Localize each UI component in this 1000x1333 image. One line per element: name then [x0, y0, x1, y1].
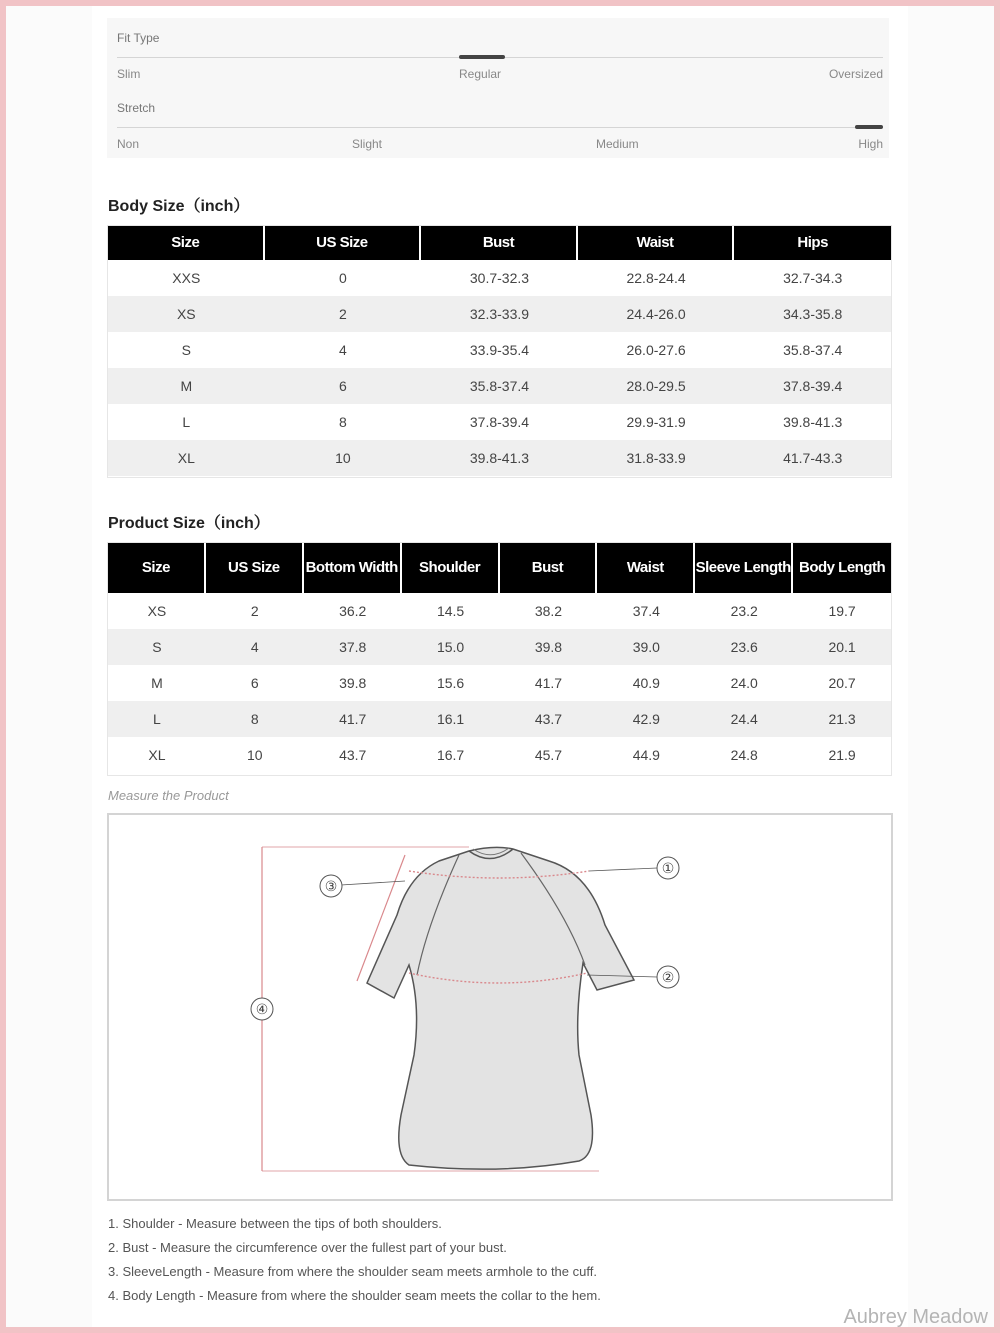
fit-type-marker [459, 55, 505, 59]
body-size-body [108, 260, 891, 476]
table-cell: 24.4-26.0 [578, 296, 735, 332]
marker-3: ③ [324, 879, 338, 895]
product-size-body [108, 593, 891, 773]
table-cell: XS [108, 296, 265, 332]
stretch-option-medium: Medium [596, 137, 639, 151]
header-cell: Bust [500, 543, 598, 593]
table-cell: 39.8-41.3 [421, 440, 578, 476]
table-cell: S [108, 332, 265, 368]
table-cell: 45.7 [500, 737, 598, 773]
table-cell: 16.7 [402, 737, 500, 773]
stretch-option-high: High [858, 137, 883, 151]
fit-option-oversized: Oversized [828, 67, 883, 81]
table-cell: 10 [265, 440, 422, 476]
stretch-option-slight: Slight [352, 137, 383, 151]
table-cell: 28.0-29.5 [578, 368, 735, 404]
stretch-label: Stretch [117, 101, 156, 115]
table-cell: 37.8 [304, 629, 402, 665]
tshirt-diagram-svg [109, 815, 891, 1199]
table-cell: 43.7 [500, 701, 598, 737]
table-row [108, 701, 891, 737]
table-row [108, 368, 891, 404]
measure-caption: Measure the Product [108, 788, 229, 803]
marker-2: ② [661, 970, 675, 986]
table-cell: 39.8-41.3 [734, 404, 891, 440]
table-cell: 10 [206, 737, 304, 773]
table-cell: 15.0 [402, 629, 500, 665]
table-cell: 39.0 [597, 629, 695, 665]
table-cell: XXS [108, 260, 265, 296]
table-cell: 40.9 [597, 665, 695, 701]
table-cell: XS [108, 593, 206, 629]
table-cell: 42.9 [597, 701, 695, 737]
product-size-title: Product Size（inch） [108, 515, 270, 532]
header-cell: US Size [206, 543, 304, 593]
table-cell: 19.7 [793, 593, 891, 629]
measure-notes [108, 1212, 601, 1308]
table-cell: 35.8-37.4 [734, 332, 891, 368]
table-cell: 34.3-35.8 [734, 296, 891, 332]
table-cell: L [108, 701, 206, 737]
table-cell: 15.6 [402, 665, 500, 701]
table-cell: XL [108, 440, 265, 476]
table-cell: 38.2 [500, 593, 598, 629]
table-cell: XL [108, 737, 206, 773]
marker-4: ④ [255, 1002, 269, 1018]
table-cell: 29.9-31.9 [578, 404, 735, 440]
header-cell: Body Length [793, 543, 891, 593]
product-size-table [108, 543, 891, 773]
sleeve-callout-line [341, 881, 405, 885]
body-size-table [108, 226, 891, 476]
table-cell: 33.9-35.4 [421, 332, 578, 368]
table-cell: 31.8-33.9 [578, 440, 735, 476]
table-cell: 4 [206, 629, 304, 665]
header-cell: Size [108, 543, 206, 593]
table-cell: 21.9 [793, 737, 891, 773]
table-cell: 41.7 [500, 665, 598, 701]
table-cell: 26.0-27.6 [578, 332, 735, 368]
header-cell: Size [108, 226, 265, 260]
note-sleeve-length: 3. SleeveLength - Measure from where the shoulder seam meets armhole to the cuff. [108, 1264, 597, 1279]
table-cell: 20.1 [793, 629, 891, 665]
table-cell: 32.3-33.9 [421, 296, 578, 332]
table-cell: 32.7-34.3 [734, 260, 891, 296]
stretch-marker [855, 125, 883, 129]
tshirt-shape [367, 847, 634, 1169]
table-row [108, 332, 891, 368]
header-cell: Bust [421, 226, 578, 260]
header-cell: Bottom Width [304, 543, 402, 593]
table-cell: 20.7 [793, 665, 891, 701]
table-cell: 6 [265, 368, 422, 404]
table-cell: 37.4 [597, 593, 695, 629]
table-cell: 6 [206, 665, 304, 701]
header-cell: Hips [734, 226, 891, 260]
header-cell: Sleeve Length [695, 543, 793, 593]
table-row [108, 629, 891, 665]
table-row [108, 260, 891, 296]
header-cell: Waist [597, 543, 695, 593]
fit-option-regular: Regular [459, 67, 502, 81]
table-cell: 21.3 [793, 701, 891, 737]
note-body-length: 4. Body Length - Measure from where the shoulder seam meets the collar to the hem. [108, 1288, 601, 1303]
table-cell: L [108, 404, 265, 440]
watermark: Aubrey Meadow [843, 1306, 988, 1328]
table-cell: 23.6 [695, 629, 793, 665]
table-cell: 16.1 [402, 701, 500, 737]
table-row [108, 440, 891, 476]
stretch-option-non: Non [117, 137, 140, 151]
header-cell: US Size [265, 226, 422, 260]
marker-1: ① [661, 861, 675, 877]
table-row [108, 296, 891, 332]
note-bust: 2. Bust - Measure the circumference over the fullest part of your bust. [108, 1240, 507, 1255]
measure-diagram [107, 813, 893, 1201]
table-row [108, 593, 891, 629]
table-cell: 37.8-39.4 [734, 368, 891, 404]
table-cell: 35.8-37.4 [421, 368, 578, 404]
table-cell: 41.7-43.3 [734, 440, 891, 476]
table-row [108, 737, 891, 773]
table-cell: 24.0 [695, 665, 793, 701]
table-cell: 30.7-32.3 [421, 260, 578, 296]
body-size-header-row [108, 226, 891, 260]
table-row [108, 665, 891, 701]
header-cell: Shoulder [402, 543, 500, 593]
table-cell: 22.8-24.4 [578, 260, 735, 296]
table-cell: 8 [265, 404, 422, 440]
table-cell: 0 [265, 260, 422, 296]
fit-stretch-panel [107, 18, 889, 158]
table-cell: 36.2 [304, 593, 402, 629]
table-cell: 39.8 [304, 665, 402, 701]
table-cell: M [108, 368, 265, 404]
product-size-header-row [108, 543, 891, 593]
table-cell: 8 [206, 701, 304, 737]
table-cell: 24.8 [695, 737, 793, 773]
table-cell: 23.2 [695, 593, 793, 629]
table-cell: 24.4 [695, 701, 793, 737]
table-row [108, 404, 891, 440]
table-cell: 41.7 [304, 701, 402, 737]
header-cell: Waist [578, 226, 735, 260]
table-cell: 43.7 [304, 737, 402, 773]
table-cell: M [108, 665, 206, 701]
table-cell: 2 [265, 296, 422, 332]
table-cell: 37.8-39.4 [421, 404, 578, 440]
table-cell: 44.9 [597, 737, 695, 773]
fit-option-slim: Slim [117, 67, 141, 81]
fit-type-label: Fit Type [117, 31, 160, 45]
table-cell: 2 [206, 593, 304, 629]
table-cell: S [108, 629, 206, 665]
stretch-track [117, 127, 883, 128]
table-cell: 14.5 [402, 593, 500, 629]
table-cell: 4 [265, 332, 422, 368]
shoulder-callout-line [589, 868, 657, 871]
note-shoulder: 1. Shoulder - Measure between the tips of both shoulders. [108, 1216, 442, 1231]
table-cell: 39.8 [500, 629, 598, 665]
body-size-title: Body Size（inch） [108, 198, 250, 215]
